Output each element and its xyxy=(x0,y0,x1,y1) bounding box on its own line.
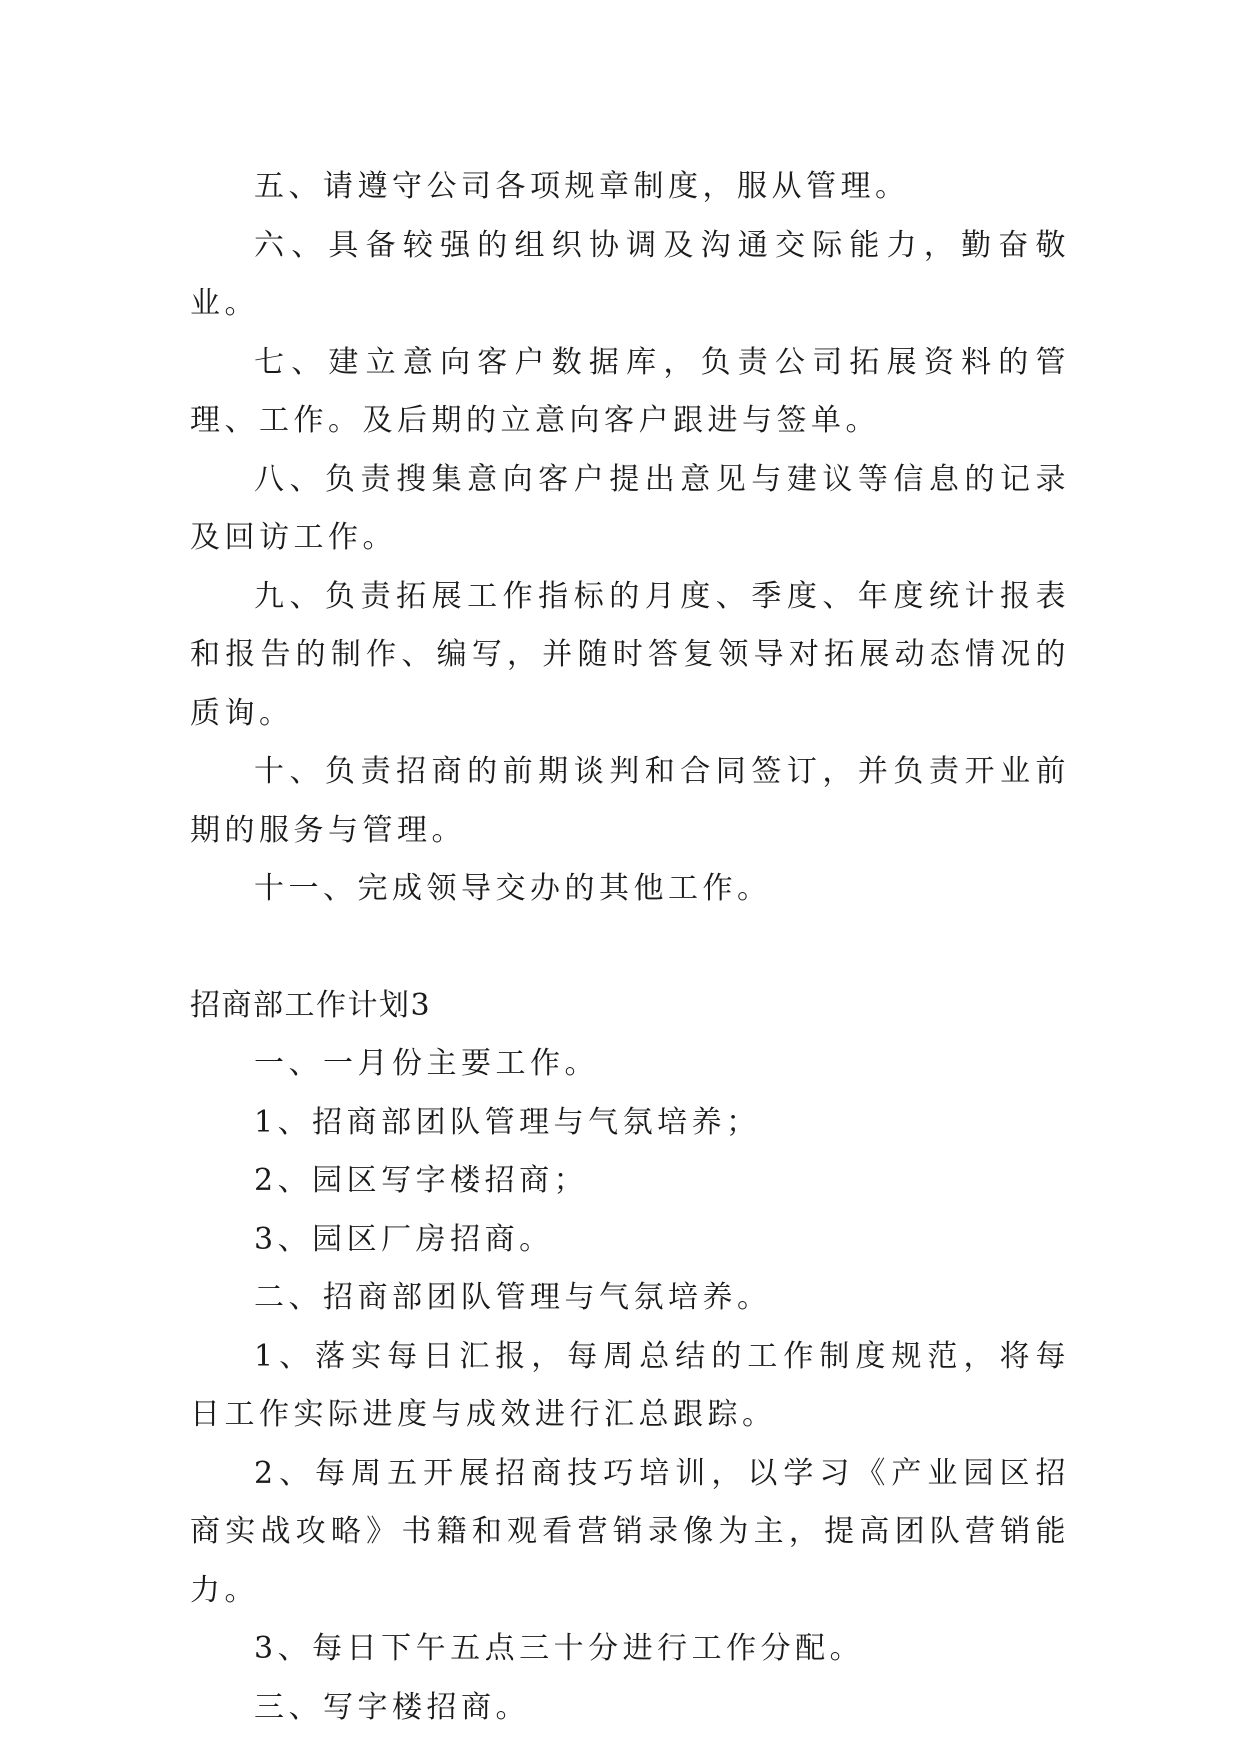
paragraph-january-item-1: 1、招商部团队管理与气氛培养； xyxy=(254,1104,761,1140)
paragraph-team-item-2: 2、每周五开展招商技巧培训，以学习《产业园区招商实战攻略》书籍和观看营销录像为主，提高团队营销能力。 xyxy=(190,1455,1070,1608)
paragraph-office-leasing: 三、写字楼招商。 xyxy=(254,1689,530,1725)
paragraph-item-8: 八、负责搜集意向客户提出意见与建议等信息的记录及回访工作。 xyxy=(190,461,1070,555)
section-heading: 招商部工作计划3 xyxy=(190,987,432,1023)
paragraph-item-6: 六、具备较强的组织协调及沟通交际能力，勤奋敬业。 xyxy=(190,227,1070,321)
paragraph-team-management: 二、招商部团队管理与气氛培养。 xyxy=(254,1280,772,1315)
document-body xyxy=(190,158,1070,1737)
paragraph-item-9: 九、负责拓展工作指标的月度、季度、年度统计报表和报告的制作、编写，并随时答复领导对拓展动态情况的质询。 xyxy=(190,578,1070,731)
paragraph-team-item-1: 1、落实每日汇报，每周总结的工作制度规范，将每日工作实际进度与成效进行汇总跟踪。 xyxy=(190,1338,1070,1432)
paragraph-january-item-2: 2、园区写字楼招商； xyxy=(254,1163,589,1198)
paragraph-january-work: 一、一月份主要工作。 xyxy=(254,1046,599,1081)
paragraph-item-10: 十、负责招商的前期谈判和合同签订，并负责开业前期的服务与管理。 xyxy=(190,754,1070,848)
paragraph-january-item-3: 3、园区厂房招商。 xyxy=(254,1221,554,1257)
paragraph-item-7: 七、建立意向客户数据库，负责公司拓展资料的管理、工作。及后期的立意向客户跟进与签单。 xyxy=(190,344,1070,438)
paragraph-item-11: 十一、完成领导交办的其他工作。 xyxy=(254,871,772,906)
paragraph-item-5: 五、请遵守公司各项规章制度，服从管理。 xyxy=(254,169,910,204)
paragraph-team-item-3: 3、每日下午五点三十分进行工作分配。 xyxy=(254,1631,865,1666)
